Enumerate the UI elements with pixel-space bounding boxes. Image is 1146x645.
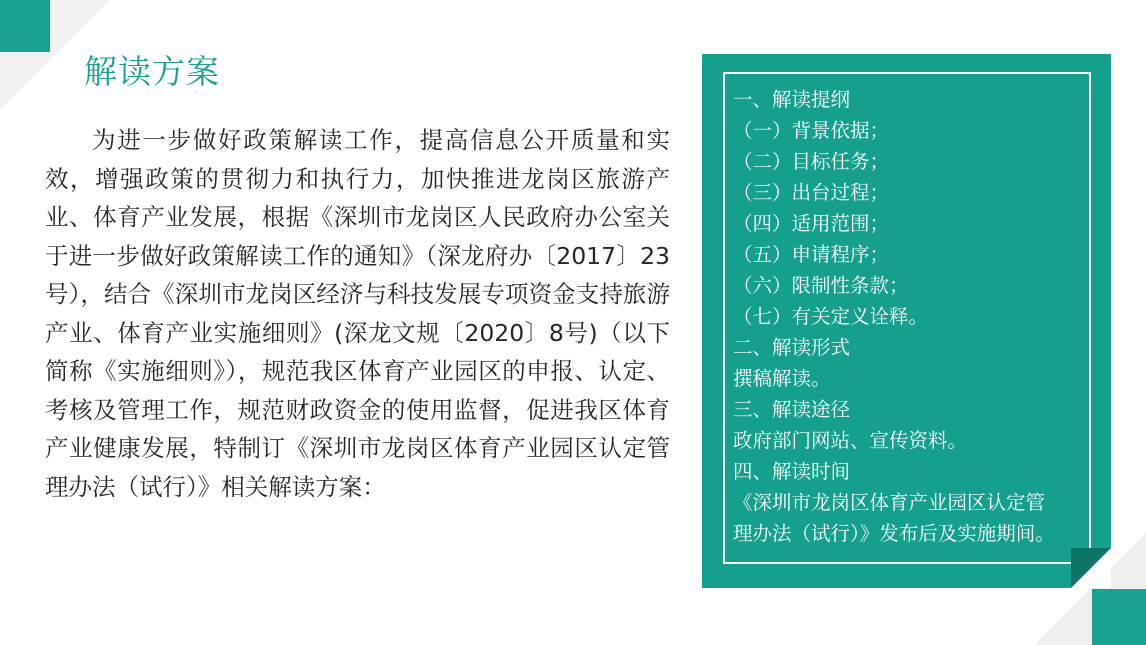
page-title: 解读方案 — [84, 52, 220, 91]
outline-section-title: 二、解读形式 — [733, 336, 851, 359]
outline-item: （一）背景依据； — [733, 119, 890, 142]
outline-section-body: 理办法（试行）》发布后及实施期间。 — [733, 522, 1055, 545]
outline-item: （五）申请程序； — [733, 243, 890, 266]
outline-item: （二）目标任务； — [733, 150, 890, 173]
outline-panel — [702, 54, 1111, 588]
outline-section-title: 四、解读时间 — [733, 460, 851, 483]
outline-item: （三）出台过程； — [733, 181, 890, 204]
outline-section-body: 政府部门网站、宣传资料。 — [733, 429, 968, 452]
outline-panel-content — [723, 72, 1091, 564]
outline-item: （六）限制性条款； — [733, 274, 909, 297]
outline-section-title: 一、解读提纲 — [733, 88, 851, 111]
outline-item: （四）适用范围； — [733, 212, 890, 235]
corner-decoration-teal — [0, 0, 50, 52]
outline-item: （七）有关定义诠释。 — [733, 305, 929, 328]
intro-paragraph: 为进一步做好政策解读工作，提高信息公开质量和实效，增强政策的贯彻力和执行力，加快推进龙岗区旅游产业、体育产业发展，根据《深圳市龙岗区人民政府办公室关于进一步做好政策解读工作的通知》（深龙府办〔2017〕23号），结合《深圳市龙岗区经济与科技发展专项资金支持旅游产业、体育产业实施细则》(深龙文规〔2020〕8号)（以下简称《实施细则》），规范我区体育产业园区的申报、认定、考核及管理工作，规范财政资金的使用监督，促进我区体育产业健康发展，特制订《深圳市龙岗区体育产业园区认定管理办法（试行）》相关解读方案： — [45, 126, 670, 501]
outline-section-body: 撰稿解读。 — [733, 367, 831, 390]
corner-decoration-teal-bottom — [1092, 589, 1146, 645]
outline-section-body: 《深圳市龙岗区体育产业园区认定管 — [733, 491, 1046, 514]
outline-section-title: 三、解读途径 — [733, 398, 851, 421]
